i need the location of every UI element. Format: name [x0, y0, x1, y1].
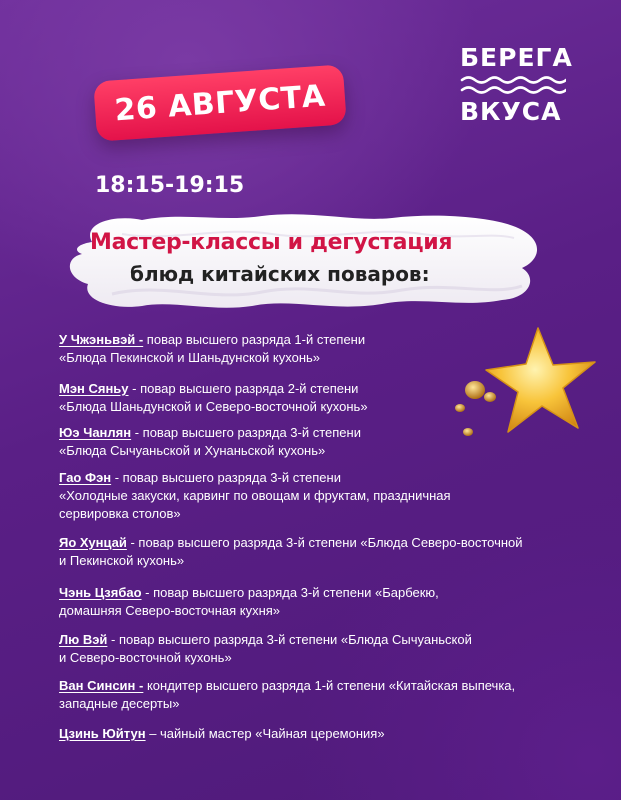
- list-item: [59, 584, 579, 620]
- list-item: [59, 677, 579, 713]
- chef-title: - повар высшего разряда 3-й степени «Блюда Сычуаньской: [107, 632, 472, 647]
- list-item: [59, 725, 579, 743]
- chef-specialty: «Блюда Шаньдунской и Северо-восточной кухонь»: [59, 399, 368, 414]
- list-item: [59, 331, 579, 367]
- chef-name: Мэн Сяньу: [59, 381, 129, 396]
- chef-title: - повар высшего разряда 3-й степени: [131, 425, 361, 440]
- chef-title: - повар высшего разряда 3-й степени «Блюда Северо-восточной: [126, 535, 523, 550]
- list-item: [59, 424, 579, 460]
- chef-name: Лю Вэй: [59, 632, 108, 647]
- banner-title: Мастер-классы и дегустация: [90, 230, 453, 255]
- chef-title: - повар высшего разряда 3-й степени «Барбекю,: [141, 585, 439, 600]
- logo-line-1: БЕРЕГА: [460, 43, 573, 72]
- list-item: [59, 534, 579, 570]
- banner-subtitle: блюд китайских поваров:: [130, 262, 430, 286]
- waves-icon: [460, 74, 566, 96]
- list-item: [59, 631, 579, 667]
- chef-specialty: «Блюда Сычуаньской и Хунаньской кухонь»: [59, 443, 326, 458]
- chef-name: Ван Синсин -: [59, 678, 144, 693]
- chef-name: У Чжэньвэй -: [59, 332, 144, 347]
- date-badge: [93, 64, 347, 141]
- brand-logo: [460, 43, 573, 126]
- chef-specialty: и Северо-восточной кухонь»: [59, 650, 232, 665]
- chef-name: Цзинь Юйтун: [59, 726, 146, 741]
- chef-name: Гао Фэн: [59, 470, 112, 485]
- chef-title: кондитер высшего разряда 1-й степени «Китайская выпечка,: [143, 678, 516, 693]
- logo-line-2: ВКУСА: [460, 97, 562, 126]
- chef-title: - повар высшего разряда 3-й степени: [111, 470, 341, 485]
- event-time: 18:15-19:15: [95, 173, 245, 198]
- chef-specialty: «Блюда Пекинской и Шаньдунской кухонь»: [59, 350, 321, 365]
- chef-title: повар высшего разряда 1-й степени: [143, 332, 366, 347]
- chef-name: Чэнь Цзябао: [59, 585, 142, 600]
- list-item: [59, 469, 579, 523]
- chef-title: - повар высшего разряда 2-й степени: [128, 381, 359, 396]
- chef-specialty: западные десерты»: [59, 696, 180, 711]
- chef-specialty-cont: сервировка столов»: [59, 506, 181, 521]
- chef-specialty: домашняя Северо-восточная кухня»: [59, 603, 281, 618]
- list-item: [59, 380, 579, 416]
- chef-specialty: «Холодные закуски, карвинг по овощам и фруктам, праздничная: [59, 488, 451, 503]
- event-date: 26 АВГУСТА: [113, 78, 327, 128]
- chef-specialty: и Пекинской кухонь»: [59, 553, 185, 568]
- chef-name: Юэ Чанлян: [59, 425, 132, 440]
- chef-name: Яо Хунцай: [59, 535, 127, 550]
- chef-title: – чайный мастер «Чайная церемония»: [145, 726, 385, 741]
